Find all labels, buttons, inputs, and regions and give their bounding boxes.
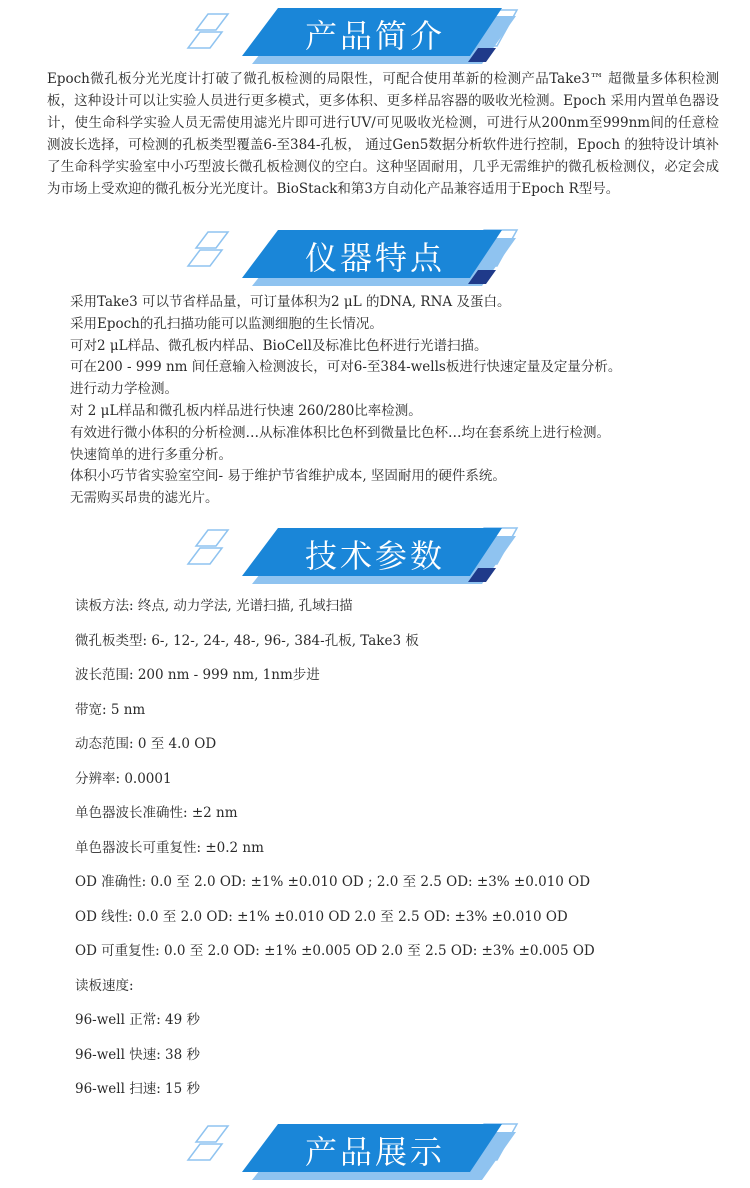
spec-item: 分辨率: 0.0001 [75, 770, 172, 787]
feature-item: 采用Epoch的孔扫描功能可以监测细胞的生长情况。 [70, 315, 383, 332]
spec-item: 带宽: 5 nm [75, 701, 146, 718]
section-title-specs: 技术参数 [304, 537, 445, 575]
spec-item: 单色器波长准确性: ±2 nm [75, 805, 238, 821]
spec-item: 96-well 快速: 38 秒 [75, 1046, 201, 1063]
feature-item: 快速简单的进行多重分析。 [70, 446, 232, 463]
spec-item: 波长范围: 200 nm - 999 nm, 1nm步进 [75, 667, 320, 683]
spec-item: 读板速度: [75, 977, 134, 994]
spec-item: 动态范围: 0 至 4.0 OD [75, 736, 217, 752]
spec-item: OD 可重复性: 0.0 至 2.0 OD: ±1% ±0.005 OD 2.0 至 2.5 OD: ±3% ±0.005 OD [75, 943, 595, 959]
section-banner-showcase [0, 1118, 750, 1188]
spec-item: 单色器波长可重复性: ±0.2 nm [75, 839, 264, 856]
section-banner-intro [0, 2, 750, 72]
section-title-showcase: 产品展示 [304, 1133, 445, 1171]
features-list [70, 292, 710, 510]
section-title-intro: 产品简介 [304, 17, 445, 55]
feature-item: 进行动力学检测。 [70, 381, 178, 398]
specs-list [75, 596, 715, 1114]
spec-item: 96-well 扫速: 15 秒 [75, 1081, 201, 1097]
section-banner-specs [0, 522, 750, 592]
spec-item: OD 准确性: 0.0 至 2.0 OD: ±1% ±0.010 OD ; 2.0 至 2.5 OD: ±3% ±0.010 OD [75, 874, 591, 890]
section-title-features: 仪器特点 [304, 239, 445, 277]
feature-item: 无需购买昂贵的滤光片。 [70, 490, 219, 507]
feature-item: 有效进行微小体积的分析检测…从标准体积比色杯到微量比色杯…均在套系统上进行检测。 [70, 424, 610, 441]
feature-item: 可在200 - 999 nm 间任意输入检测波长，可对6-至384-wells板进行快速定量及定量分析。 [70, 359, 622, 376]
spec-item: 读板方法: 终点, 动力学法, 光谱扫描, 孔域扫描 [75, 598, 353, 614]
spec-item: OD 线性: 0.0 至 2.0 OD: ±1% ±0.010 OD 2.0 至 2.5 OD: ±3% ±0.010 OD [75, 908, 568, 925]
feature-item: 体积小巧节省实验室空间- 易于维护节省维护成本, 坚固耐用的硬件系统。 [70, 468, 506, 485]
intro-paragraph: Epoch微孔板分光光度计打破了微孔板检测的局限性，可配合使用革新的检测产品Take3™ 超微量多体积检测板，这种设计可以让实验人员进行更多模式，更多体积、更多样品容器的吸收光检测。Epoch 采用内置单色器设计，使生命科学实验人员无需使用滤光片即可进行UV/可见吸收光检测，可进行从200nm至999nm间的任意检测波长选择，可检测的孔板类型覆盖6-至384-孔板， 通过Gen5数据分析软件进行控制，Epoch 的独特设计填补了生命科学实验室中小巧型波长微孔板检测仪的空白。这种坚固耐用，几乎无需维护的微孔板检测仪，必定会成为市场上受欢迎的微孔板分光光度计。BioStack和第3方自动化产品兼容适用于Epoch R型号。 [47, 71, 719, 197]
feature-item: 采用Take3 可以节省样品量，可订量体积为2 μL 的DNA, RNA 及蛋白。 [70, 294, 511, 310]
feature-item: 可对2 μL样品、微孔板内样品、BioCell及标准比色杯进行光谱扫描。 [70, 337, 488, 354]
spec-item: 微孔板类型: 6-, 12-, 24-, 48-, 96-, 384-孔板, Take3 板 [75, 632, 419, 649]
feature-item: 对 2 μL样品和微孔板内样品进行快速 260/280比率检测。 [70, 402, 422, 419]
section-banner-features [0, 224, 750, 294]
spec-item: 96-well 正常: 49 秒 [75, 1012, 201, 1028]
